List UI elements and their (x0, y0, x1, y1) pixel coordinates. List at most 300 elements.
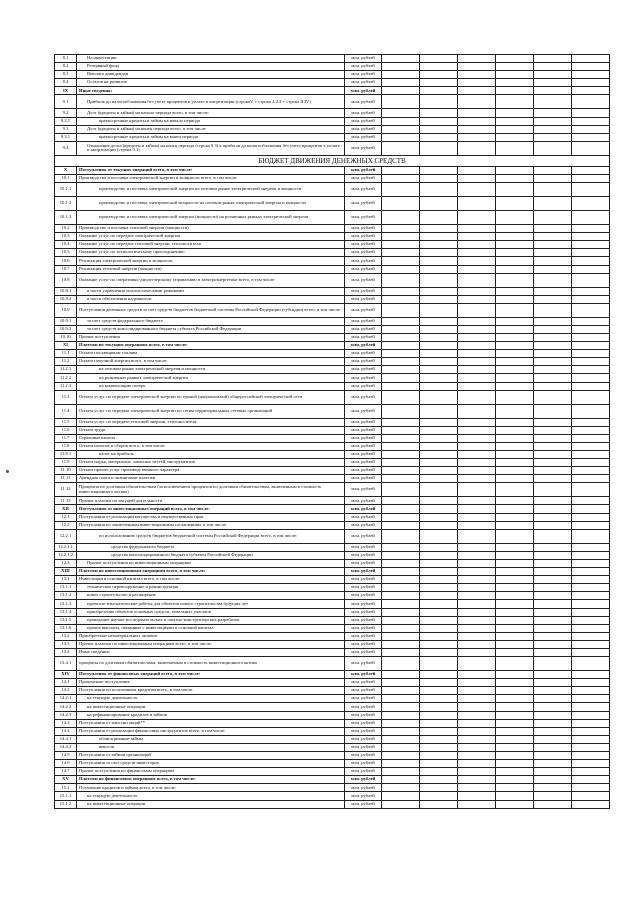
value-cell (458, 483, 496, 497)
row-code: 10.8 (55, 273, 77, 287)
row-unit: млн. рублей (345, 600, 382, 608)
table-row (55, 800, 610, 808)
row-code: 10.1.2 (55, 197, 77, 211)
value-cell (534, 657, 572, 671)
value-cell (496, 735, 534, 743)
row-name: Выплата дивидендов (77, 71, 345, 79)
value-cell (382, 117, 420, 125)
value-cell (572, 141, 610, 155)
row-code: 14.4.2 (55, 743, 77, 751)
value-cell (458, 325, 496, 333)
value-cell (458, 800, 496, 808)
value-cell (496, 95, 534, 109)
value-cell (458, 87, 496, 95)
row-unit: млн. рублей (345, 529, 382, 543)
value-cell (572, 125, 610, 133)
value-cell (420, 109, 458, 117)
value-cell (458, 687, 496, 695)
value-cell (382, 273, 420, 287)
value-cell (458, 529, 496, 543)
row-name: Поступления от финансовых операций всего, в том числе: (77, 671, 345, 679)
value-cell (496, 287, 534, 295)
row-unit: млн. рублей (345, 125, 382, 133)
value-cell (496, 333, 534, 341)
value-cell (534, 475, 572, 483)
value-cell (420, 687, 458, 695)
value-cell (420, 117, 458, 125)
row-code: 9.3 (55, 125, 77, 133)
value-cell (534, 719, 572, 727)
table-row (55, 752, 610, 760)
value-cell (496, 784, 534, 792)
value-cell (382, 109, 420, 117)
value-cell (382, 197, 420, 211)
row-code: XII (55, 505, 77, 513)
value-cell (382, 576, 420, 584)
value-cell (420, 760, 458, 768)
value-cell (382, 141, 420, 155)
value-cell (496, 671, 534, 679)
value-cell (458, 63, 496, 71)
value-cell (572, 743, 610, 751)
row-code: 8.1 (55, 55, 77, 63)
value-cell (534, 141, 572, 155)
value-cell (458, 390, 496, 404)
value-cell (458, 671, 496, 679)
value-cell (458, 287, 496, 295)
row-code: 8.2 (55, 63, 77, 71)
value-cell (382, 451, 420, 459)
value-cell (382, 257, 420, 265)
value-cell (458, 426, 496, 434)
row-unit: млн. рублей (345, 657, 382, 671)
value-cell (496, 71, 534, 79)
value-cell (496, 225, 534, 233)
row-unit: млн. рублей (345, 183, 382, 197)
value-cell (534, 727, 572, 735)
table-row (55, 551, 610, 559)
row-name: Иные сведения: (77, 648, 345, 656)
value-cell (534, 648, 572, 656)
value-cell (458, 317, 496, 325)
value-cell (534, 551, 572, 559)
value-cell (572, 505, 610, 513)
row-code: 14.2.3 (55, 711, 77, 719)
value-cell (496, 711, 534, 719)
value-cell (420, 404, 458, 418)
value-cell (382, 727, 420, 735)
value-cell (382, 325, 420, 333)
value-cell (382, 792, 420, 800)
value-cell (496, 257, 534, 265)
value-cell (534, 366, 572, 374)
value-cell (458, 404, 496, 418)
value-cell (420, 695, 458, 703)
table-row (55, 475, 610, 483)
value-cell (458, 576, 496, 584)
value-cell (572, 442, 610, 450)
value-cell (382, 233, 420, 241)
table-row (55, 600, 610, 608)
value-cell (420, 166, 458, 174)
row-name: Резервный фонд (77, 63, 345, 71)
row-name: Долг (кредиты и займы) на конец периода всего, в том числе (77, 125, 345, 133)
table-row (55, 559, 610, 567)
value-cell (458, 374, 496, 382)
value-cell (382, 475, 420, 483)
row-unit: млн. рублей (345, 273, 382, 287)
value-cell (420, 768, 458, 776)
row-code: 14.6 (55, 760, 77, 768)
table-row (55, 418, 610, 426)
value-cell (382, 125, 420, 133)
row-unit: млн. рублей (345, 117, 382, 125)
table-row (55, 760, 610, 768)
table-row (55, 358, 610, 366)
row-name: облигационные займы (77, 735, 345, 743)
value-cell (496, 792, 534, 800)
value-cell (572, 679, 610, 687)
value-cell (458, 55, 496, 63)
row-code: 14.5 (55, 752, 77, 760)
value-cell (420, 225, 458, 233)
row-code: 10.10 (55, 333, 77, 341)
value-cell (382, 374, 420, 382)
value-cell (572, 233, 610, 241)
value-cell (382, 265, 420, 273)
value-cell (382, 584, 420, 592)
value-cell (572, 576, 610, 584)
row-unit: млн. рублей (345, 333, 382, 341)
value-cell (572, 529, 610, 543)
value-cell (534, 183, 572, 197)
value-cell (458, 543, 496, 551)
row-code: 14.2.2 (55, 703, 77, 711)
value-cell (534, 467, 572, 475)
value-cell (572, 752, 610, 760)
row-code: 13.3 (55, 640, 77, 648)
value-cell (572, 404, 610, 418)
row-name: Отношение долга (кредиты и займы) на конец периода (строка 9.3) к прибыли до налогообложения без учета процентов к уплате и амортизации (строка 9.1) (77, 141, 345, 155)
value-cell (382, 342, 420, 350)
row-code: 15.1.2 (55, 800, 77, 808)
row-code: XIV (55, 671, 77, 679)
value-cell (572, 303, 610, 317)
value-cell (496, 390, 534, 404)
row-name: Прочие платежи по текущей деятельности (77, 497, 345, 505)
row-code: 13.1.5 (55, 616, 77, 624)
value-cell (496, 358, 534, 366)
value-cell (420, 358, 458, 366)
value-cell (572, 374, 610, 382)
value-cell (420, 459, 458, 467)
row-name: Оплата прочих услуг производственного характера (77, 467, 345, 475)
row-unit: млн. рублей (345, 317, 382, 325)
value-cell (534, 125, 572, 133)
value-cell (496, 434, 534, 442)
row-code: 10.6 (55, 257, 77, 265)
value-cell (572, 695, 610, 703)
row-name: производство и поставка электрической мощности на оптовом рынке электрической энергии и мощности (77, 197, 345, 211)
row-name: Остаток на развитие (77, 79, 345, 87)
value-cell (458, 303, 496, 317)
table-row (55, 624, 610, 632)
value-cell (534, 792, 572, 800)
value-cell (496, 505, 534, 513)
row-unit: млн. рублей (345, 679, 382, 687)
value-cell (458, 784, 496, 792)
row-unit: млн. рублей (345, 63, 382, 71)
value-cell (534, 640, 572, 648)
value-cell (420, 584, 458, 592)
value-cell (458, 133, 496, 141)
value-cell (458, 648, 496, 656)
value-cell (420, 679, 458, 687)
value-cell (572, 366, 610, 374)
table-row (55, 648, 610, 656)
value-cell (458, 624, 496, 632)
value-cell (496, 79, 534, 87)
value-cell (382, 71, 420, 79)
value-cell (382, 434, 420, 442)
value-cell (382, 735, 420, 743)
value-cell (458, 79, 496, 87)
value-cell (572, 63, 610, 71)
value-cell (534, 133, 572, 141)
value-cell (420, 174, 458, 182)
row-code: 11.11 (55, 475, 77, 483)
row-name: техническое перевооружение и реконструкция (77, 584, 345, 592)
value-cell (382, 768, 420, 776)
value-cell (572, 711, 610, 719)
table-row (55, 743, 610, 751)
row-code: 10.4 (55, 241, 77, 249)
value-cell (382, 521, 420, 529)
value-cell (534, 624, 572, 632)
value-cell (534, 109, 572, 117)
value-cell (496, 600, 534, 608)
value-cell (572, 451, 610, 459)
row-code: 12.2.1.2 (55, 551, 77, 559)
row-unit: млн. рублей (345, 241, 382, 249)
value-cell (496, 426, 534, 434)
value-cell (458, 792, 496, 800)
value-cell (534, 350, 572, 358)
row-name: Реализация электрической энергии и мощности (77, 257, 345, 265)
row-unit: млн. рублей (345, 551, 382, 559)
row-unit: млн. рублей (345, 71, 382, 79)
value-cell (534, 241, 572, 249)
value-cell (496, 317, 534, 325)
table-row (55, 434, 610, 442)
value-cell (534, 342, 572, 350)
row-name: краткосрочные кредиты и займы на конец периода (77, 133, 345, 141)
table-row (55, 568, 610, 576)
value-cell (458, 727, 496, 735)
value-cell (420, 568, 458, 576)
value-cell (382, 166, 420, 174)
value-cell (534, 576, 572, 584)
value-cell (458, 467, 496, 475)
row-code: 10.5 (55, 249, 77, 257)
row-name: за счет средств федерального бюджета (77, 317, 345, 325)
row-name: на инвестиционные операции (77, 703, 345, 711)
value-cell (572, 640, 610, 648)
value-cell (458, 719, 496, 727)
value-cell (534, 743, 572, 751)
value-cell (534, 374, 572, 382)
value-cell (496, 513, 534, 521)
row-name: прочие выплаты, связанные с инвестициями в основной капитал (77, 624, 345, 632)
table-row (55, 711, 610, 719)
value-cell (572, 295, 610, 303)
table-row (55, 166, 610, 174)
row-code: 10.1 (55, 174, 77, 182)
row-unit: млн. рублей (345, 459, 382, 467)
value-cell (496, 382, 534, 390)
value-cell (496, 592, 534, 600)
value-cell (382, 303, 420, 317)
row-unit: млн. рублей (345, 497, 382, 505)
value-cell (420, 382, 458, 390)
row-unit: млн. рублей (345, 109, 382, 117)
row-code: 12.2.1.1 (55, 543, 77, 551)
value-cell (496, 703, 534, 711)
row-unit: млн. рублей (345, 390, 382, 404)
value-cell (382, 800, 420, 808)
value-cell (534, 768, 572, 776)
table-row (55, 543, 610, 551)
value-cell (382, 687, 420, 695)
row-code: 11.2 (55, 358, 77, 366)
table-row (55, 265, 610, 273)
value-cell (496, 752, 534, 760)
value-cell (496, 342, 534, 350)
value-cell (572, 719, 610, 727)
row-unit: млн. рублей (345, 727, 382, 735)
value-cell (572, 249, 610, 257)
value-cell (572, 71, 610, 79)
row-unit: млн. рублей (345, 404, 382, 418)
value-cell (458, 703, 496, 711)
row-unit: млн. рублей (345, 568, 382, 576)
row-name: Оказание услуг по передаче тепловой энергии, теплоносителя (77, 241, 345, 249)
table-row (55, 521, 610, 529)
value-cell (572, 197, 610, 211)
row-name: краткосрочные кредиты и займы на начало периода (77, 117, 345, 125)
value-cell (534, 608, 572, 616)
row-name: Поступления от инвестиционных операций всего, в том числе: (77, 505, 345, 513)
row-name: Поступления по полученным кредитам всего, в том числе: (77, 687, 345, 695)
row-unit: млн. рублей (345, 79, 382, 87)
row-unit: млн. рублей (345, 233, 382, 241)
row-code: 12.1 (55, 513, 77, 521)
row-code: 9.1 (55, 95, 77, 109)
value-cell (572, 325, 610, 333)
value-cell (496, 125, 534, 133)
value-cell (420, 426, 458, 434)
row-unit: млн. рублей (345, 211, 382, 225)
value-cell (382, 483, 420, 497)
row-code: 12.2 (55, 521, 77, 529)
value-cell (496, 624, 534, 632)
table-row (55, 735, 610, 743)
value-cell (420, 241, 458, 249)
row-code: 10.8.1 (55, 287, 77, 295)
value-cell (458, 776, 496, 784)
value-cell (572, 241, 610, 249)
row-name: Иные сведения: (77, 87, 345, 95)
row-name: Поступления от займов организаций (77, 752, 345, 760)
value-cell (420, 743, 458, 751)
value-cell (420, 342, 458, 350)
row-unit: млн. рублей (345, 366, 382, 374)
row-code: 10.8.2 (55, 295, 77, 303)
table-row (55, 342, 610, 350)
value-cell (382, 497, 420, 505)
row-name: Поступления от реализации финансовых инструментов всего, в том числе: (77, 727, 345, 735)
value-cell (572, 792, 610, 800)
value-cell (458, 358, 496, 366)
value-cell (420, 249, 458, 257)
value-cell (572, 568, 610, 576)
value-cell (572, 632, 610, 640)
row-unit: млн. рублей (345, 434, 382, 442)
value-cell (458, 505, 496, 513)
value-cell (382, 426, 420, 434)
row-unit: млн. рублей (345, 711, 382, 719)
value-cell (572, 497, 610, 505)
table-row (55, 451, 610, 459)
row-name: средства консолидированного бюджета субъекта Российской Федерации (77, 551, 345, 559)
value-cell (420, 600, 458, 608)
value-cell (572, 521, 610, 529)
value-cell (496, 442, 534, 450)
row-unit: млн. рублей (345, 743, 382, 751)
value-cell (458, 109, 496, 117)
value-cell (572, 467, 610, 475)
row-code: 13.4 (55, 648, 77, 656)
value-cell (382, 287, 420, 295)
row-name: Оказание услуг по передаче электрической энергии (77, 233, 345, 241)
row-name: в части обеспечения надежности (77, 295, 345, 303)
value-cell (420, 325, 458, 333)
value-cell (572, 559, 610, 567)
value-cell (420, 133, 458, 141)
row-unit: млн. рублей (345, 505, 382, 513)
value-cell (572, 648, 610, 656)
row-unit: млн. рублей (345, 800, 382, 808)
value-cell (382, 333, 420, 341)
row-code: 11.2.3 (55, 382, 77, 390)
row-code: 11.12 (55, 483, 77, 497)
value-cell (534, 233, 572, 241)
value-cell (420, 273, 458, 287)
row-name: на текущую деятельность (77, 792, 345, 800)
row-code: 13.1.2 (55, 592, 77, 600)
value-cell (420, 390, 458, 404)
value-cell (382, 95, 420, 109)
value-cell (534, 95, 572, 109)
table-row (55, 273, 610, 287)
row-code: 11.7 (55, 434, 77, 442)
value-cell (458, 760, 496, 768)
row-name: на оптовом рынке электрической энергии и мощности (77, 366, 345, 374)
value-cell (572, 800, 610, 808)
table-row (55, 174, 610, 182)
table-row (55, 141, 610, 155)
value-cell (534, 632, 572, 640)
